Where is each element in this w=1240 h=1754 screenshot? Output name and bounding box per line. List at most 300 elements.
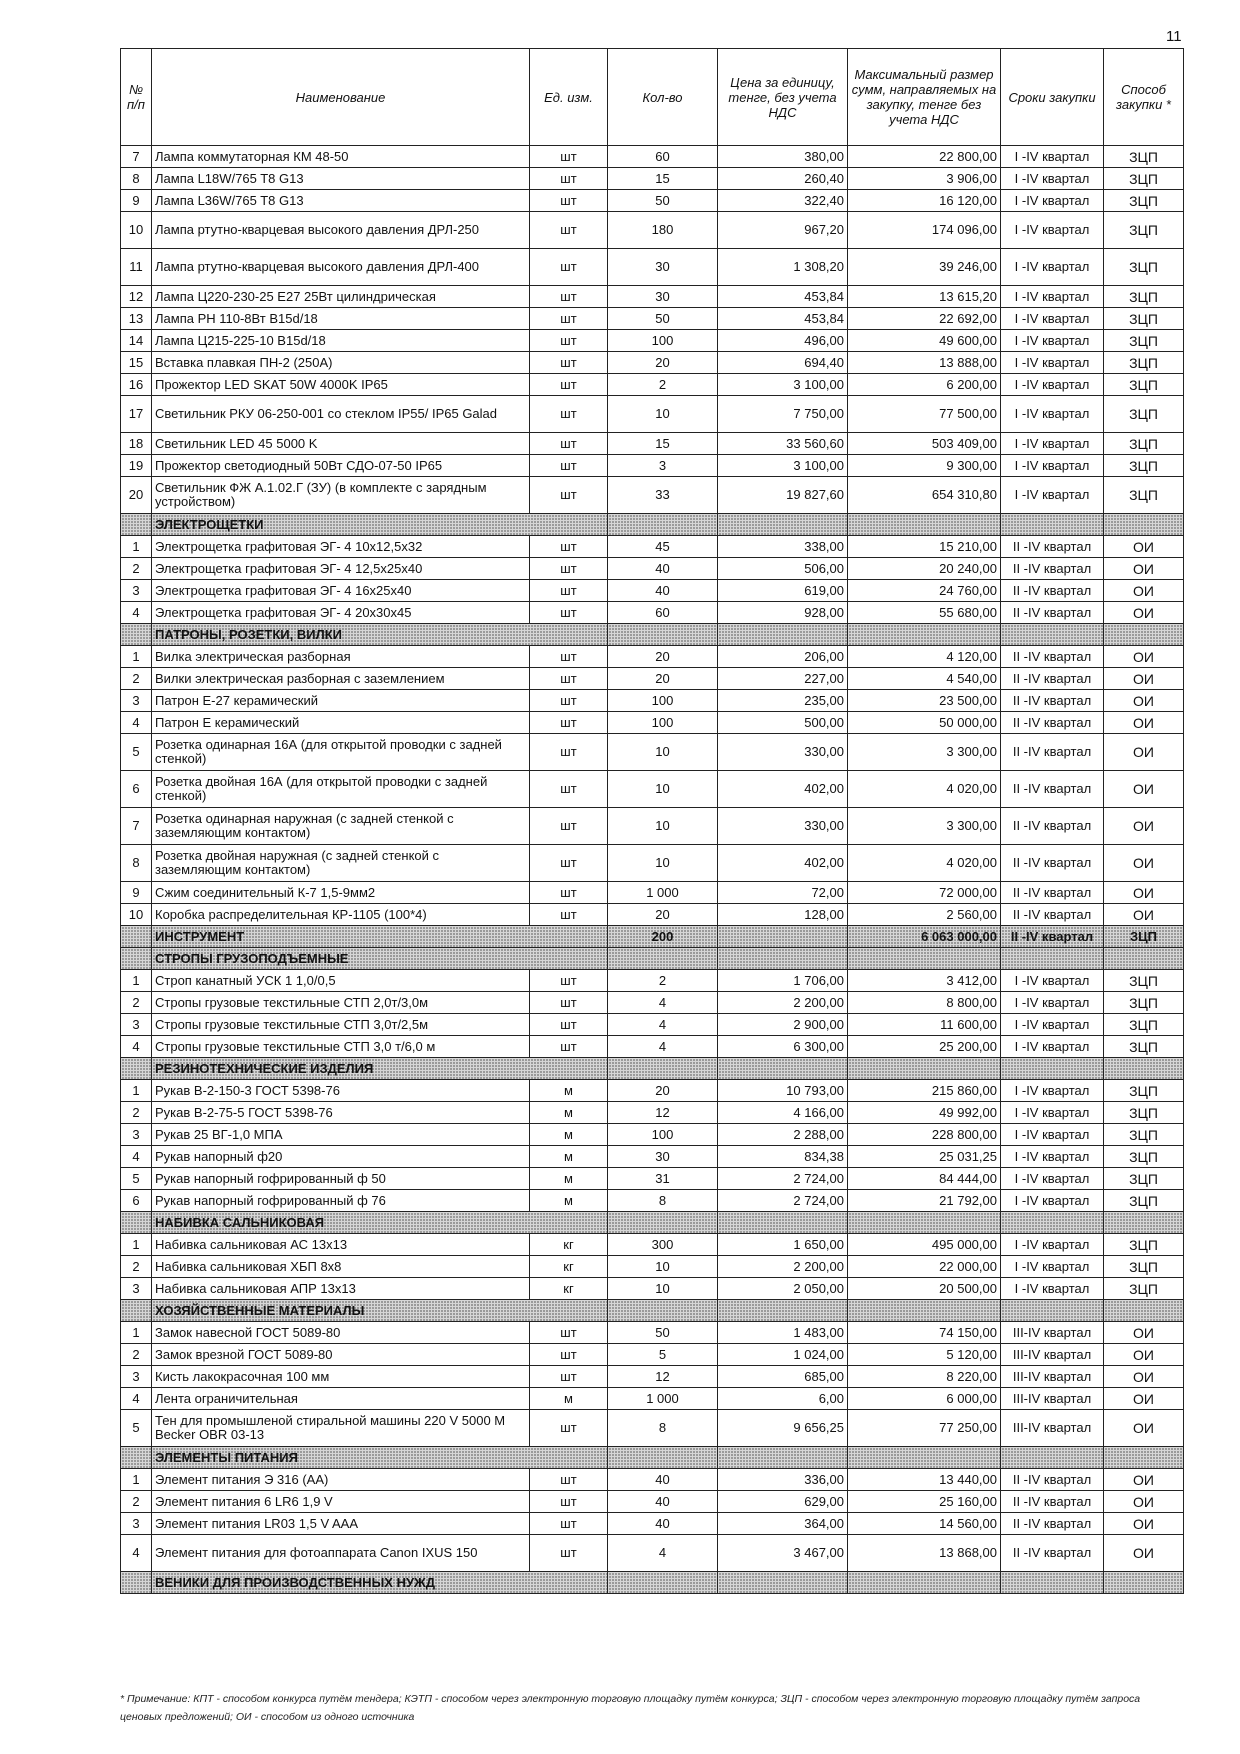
item-unit: шт (530, 396, 608, 433)
item-term: I -IV квартал (1001, 1278, 1104, 1300)
item-method: ОИ (1104, 882, 1184, 904)
item-method: ОИ (1104, 646, 1184, 668)
row-number: 3 (121, 1513, 152, 1535)
section-term (1001, 1058, 1104, 1080)
item-qty: 4 (608, 1535, 718, 1572)
item-max-sum: 8 800,00 (848, 992, 1001, 1014)
item-max-sum: 49 600,00 (848, 330, 1001, 352)
item-name: Лампа ртутно-кварцевая высокого давления ДРЛ-400 (152, 249, 530, 286)
table-row (121, 168, 1184, 190)
page-number: 11 (1166, 28, 1182, 45)
item-unit: шт (530, 646, 608, 668)
table-row (121, 249, 1184, 286)
item-price: 380,00 (718, 146, 848, 168)
item-max-sum: 215 860,00 (848, 1080, 1001, 1102)
item-term: I -IV квартал (1001, 970, 1104, 992)
row-number: 16 (121, 374, 152, 396)
item-qty: 2 (608, 970, 718, 992)
item-method: ОИ (1104, 1513, 1184, 1535)
item-method: ОИ (1104, 771, 1184, 808)
item-term: II -IV квартал (1001, 808, 1104, 845)
item-term: II -IV квартал (1001, 771, 1104, 808)
item-qty: 20 (608, 646, 718, 668)
item-term: I -IV квартал (1001, 146, 1104, 168)
item-term: II -IV квартал (1001, 1535, 1104, 1572)
table-row (121, 374, 1184, 396)
section-header-row (121, 1447, 1184, 1469)
row-number: 11 (121, 249, 152, 286)
item-price: 330,00 (718, 734, 848, 771)
item-unit: м (530, 1388, 608, 1410)
item-unit: м (530, 1080, 608, 1102)
item-term: II -IV квартал (1001, 668, 1104, 690)
item-method: ОИ (1104, 1469, 1184, 1491)
header-qty: Кол-во (608, 49, 718, 146)
row-number: 3 (121, 1366, 152, 1388)
item-unit: шт (530, 374, 608, 396)
item-method: ОИ (1104, 668, 1184, 690)
item-method: ЗЦП (1104, 374, 1184, 396)
item-method: ОИ (1104, 1388, 1184, 1410)
item-price: 33 560,60 (718, 433, 848, 455)
item-term: III-IV квартал (1001, 1388, 1104, 1410)
item-unit: кг (530, 1278, 608, 1300)
item-term: II -IV квартал (1001, 536, 1104, 558)
item-max-sum: 84 444,00 (848, 1168, 1001, 1190)
item-name: Рукав напорный гофрированный ф 76 (152, 1190, 530, 1212)
item-method: ОИ (1104, 536, 1184, 558)
item-name: Электрощетка графитовая ЭГ- 4 12,5х25х40 (152, 558, 530, 580)
item-method: ОИ (1104, 1366, 1184, 1388)
item-name: Лампа РН 110-8Вт В15d/18 (152, 308, 530, 330)
item-name: Розетка двойная наружная (с задней стенкой с заземляющим контактом) (152, 845, 530, 882)
section-label: ЭЛЕМЕНТЫ ПИТАНИЯ (152, 1447, 608, 1469)
item-term: II -IV квартал (1001, 602, 1104, 624)
item-unit: кг (530, 1234, 608, 1256)
row-number: 3 (121, 1014, 152, 1036)
item-method: ОИ (1104, 1344, 1184, 1366)
section-method (1104, 514, 1184, 536)
item-price: 206,00 (718, 646, 848, 668)
item-unit: шт (530, 904, 608, 926)
item-qty: 30 (608, 286, 718, 308)
item-max-sum: 4 020,00 (848, 771, 1001, 808)
item-qty: 12 (608, 1366, 718, 1388)
header-term: Сроки закупки (1001, 49, 1104, 146)
section-term (1001, 1572, 1104, 1594)
row-number: 2 (121, 558, 152, 580)
table-row (121, 1080, 1184, 1102)
item-term: I -IV квартал (1001, 396, 1104, 433)
table-row (121, 690, 1184, 712)
item-unit: шт (530, 808, 608, 845)
item-name: Лампа L36W/765 T8 G13 (152, 190, 530, 212)
item-max-sum: 25 031,25 (848, 1146, 1001, 1168)
item-max-sum: 74 150,00 (848, 1322, 1001, 1344)
item-price: 402,00 (718, 771, 848, 808)
item-term: I -IV квартал (1001, 1234, 1104, 1256)
item-unit: шт (530, 146, 608, 168)
item-qty: 10 (608, 396, 718, 433)
item-unit: шт (530, 845, 608, 882)
item-unit: шт (530, 1469, 608, 1491)
section-no-cell (121, 1447, 152, 1469)
table-row (121, 146, 1184, 168)
item-name: Лампа Ц215-225-10 В15d/18 (152, 330, 530, 352)
section-no-cell (121, 1572, 152, 1594)
item-term: I -IV квартал (1001, 1124, 1104, 1146)
table-row (121, 734, 1184, 771)
item-unit: м (530, 1146, 608, 1168)
section-term (1001, 514, 1104, 536)
item-max-sum: 15 210,00 (848, 536, 1001, 558)
item-method: ЗЦП (1104, 352, 1184, 374)
section-label: СТРОПЫ ГРУЗОПОДЪЕМНЫЕ (152, 948, 608, 970)
item-price: 9 656,25 (718, 1410, 848, 1447)
item-qty: 50 (608, 190, 718, 212)
item-method: ЗЦП (1104, 1080, 1184, 1102)
section-label: ЭЛЕКТРОЩЕТКИ (152, 514, 608, 536)
item-method: ОИ (1104, 1322, 1184, 1344)
item-qty: 300 (608, 1234, 718, 1256)
item-qty: 100 (608, 330, 718, 352)
item-name: Электрощетка графитовая ЭГ- 4 10х12,5х32 (152, 536, 530, 558)
item-name: Набивка сальниковая АПР 13х13 (152, 1278, 530, 1300)
item-max-sum: 20 240,00 (848, 558, 1001, 580)
row-number: 1 (121, 1322, 152, 1344)
item-unit: шт (530, 352, 608, 374)
row-number: 8 (121, 845, 152, 882)
section-term (1001, 1300, 1104, 1322)
table-row (121, 668, 1184, 690)
item-qty: 1 000 (608, 882, 718, 904)
row-number: 19 (121, 455, 152, 477)
item-qty: 4 (608, 1014, 718, 1036)
item-name: Замок врезной ГОСТ 5089-80 (152, 1344, 530, 1366)
item-term: III-IV квартал (1001, 1410, 1104, 1447)
row-number: 2 (121, 1256, 152, 1278)
item-name: Элемент питания Э 316 (АА) (152, 1469, 530, 1491)
item-method: ОИ (1104, 808, 1184, 845)
item-price: 402,00 (718, 845, 848, 882)
item-price: 72,00 (718, 882, 848, 904)
row-number: 3 (121, 690, 152, 712)
item-unit: шт (530, 168, 608, 190)
item-qty: 20 (608, 904, 718, 926)
item-name: Розетка двойная 16А (для открытой проводки с задней стенкой) (152, 771, 530, 808)
table-row (121, 580, 1184, 602)
item-unit: шт (530, 477, 608, 514)
item-name: Лента ограничительная (152, 1388, 530, 1410)
section-max-sum (848, 624, 1001, 646)
section-header-row (121, 1058, 1184, 1080)
item-qty: 10 (608, 1256, 718, 1278)
item-max-sum: 22 000,00 (848, 1256, 1001, 1278)
item-method: ЗЦП (1104, 168, 1184, 190)
table-body (121, 146, 1184, 1594)
row-number: 10 (121, 904, 152, 926)
item-max-sum: 25 160,00 (848, 1491, 1001, 1513)
item-method: ЗЦП (1104, 1234, 1184, 1256)
section-max-sum: 6 063 000,00 (848, 926, 1001, 948)
section-method (1104, 948, 1184, 970)
section-qty (608, 1447, 718, 1469)
item-term: II -IV квартал (1001, 712, 1104, 734)
item-method: ЗЦП (1104, 1256, 1184, 1278)
item-price: 685,00 (718, 1366, 848, 1388)
item-max-sum: 24 760,00 (848, 580, 1001, 602)
section-price-cell (718, 1300, 848, 1322)
item-term: I -IV квартал (1001, 374, 1104, 396)
item-method: ОИ (1104, 1535, 1184, 1572)
row-number: 1 (121, 1234, 152, 1256)
item-price: 2 050,00 (718, 1278, 848, 1300)
item-unit: шт (530, 734, 608, 771)
item-name: Лампа Ц220-230-25 Е27 25Вт цилиндрическая (152, 286, 530, 308)
item-qty: 20 (608, 1080, 718, 1102)
item-max-sum: 495 000,00 (848, 1234, 1001, 1256)
item-price: 10 793,00 (718, 1080, 848, 1102)
item-qty: 20 (608, 352, 718, 374)
item-method: ЗЦП (1104, 1168, 1184, 1190)
item-price: 1 706,00 (718, 970, 848, 992)
item-unit: шт (530, 1491, 608, 1513)
item-method: ЗЦП (1104, 190, 1184, 212)
table-row (121, 1513, 1184, 1535)
item-unit: шт (530, 1036, 608, 1058)
item-price: 967,20 (718, 212, 848, 249)
table-row (121, 845, 1184, 882)
item-unit: шт (530, 882, 608, 904)
row-number: 1 (121, 646, 152, 668)
item-max-sum: 3 906,00 (848, 168, 1001, 190)
item-unit: шт (530, 1014, 608, 1036)
item-qty: 2 (608, 374, 718, 396)
item-term: II -IV квартал (1001, 1491, 1104, 1513)
section-no-cell (121, 514, 152, 536)
section-qty: 200 (608, 926, 718, 948)
item-method: ЗЦП (1104, 477, 1184, 514)
item-term: I -IV квартал (1001, 352, 1104, 374)
section-qty (608, 948, 718, 970)
section-header-row (121, 1212, 1184, 1234)
item-name: Прожектор светодиодный 50Вт СДО-07-50 IP65 (152, 455, 530, 477)
row-number: 4 (121, 1388, 152, 1410)
item-method: ОИ (1104, 1410, 1184, 1447)
item-name: Стропы грузовые текстильные СТП 2,0т/3,0м (152, 992, 530, 1014)
row-number: 4 (121, 1535, 152, 1572)
item-term: III-IV квартал (1001, 1344, 1104, 1366)
item-max-sum: 654 310,80 (848, 477, 1001, 514)
table-row (121, 992, 1184, 1014)
item-name: Кисть лакокрасочная 100 мм (152, 1366, 530, 1388)
item-price: 1 483,00 (718, 1322, 848, 1344)
row-number: 2 (121, 668, 152, 690)
item-name: Элемент питания 6 LR6 1,9 V (152, 1491, 530, 1513)
section-header-row (121, 1572, 1184, 1594)
item-method: ОИ (1104, 602, 1184, 624)
item-unit: шт (530, 455, 608, 477)
item-qty: 45 (608, 536, 718, 558)
row-number: 4 (121, 602, 152, 624)
item-name: Сжим соединительный К-7 1,5-9мм2 (152, 882, 530, 904)
item-term: II -IV квартал (1001, 904, 1104, 926)
row-number: 1 (121, 970, 152, 992)
item-max-sum: 39 246,00 (848, 249, 1001, 286)
item-name: Строп канатный УСК 1 1,0/0,5 (152, 970, 530, 992)
item-max-sum: 13 440,00 (848, 1469, 1001, 1491)
item-method: ЗЦП (1104, 330, 1184, 352)
item-price: 2 200,00 (718, 992, 848, 1014)
section-method (1104, 1058, 1184, 1080)
item-name: Светильник РКУ 06-250-001 со стеклом IP55/ IP65 Galad (152, 396, 530, 433)
section-label: ПАТРОНЫ, РОЗЕТКИ, ВИЛКИ (152, 624, 608, 646)
item-name: Лампа L18W/765 T8 G13 (152, 168, 530, 190)
item-term: III-IV квартал (1001, 1322, 1104, 1344)
item-max-sum: 72 000,00 (848, 882, 1001, 904)
item-unit: шт (530, 330, 608, 352)
item-unit: шт (530, 690, 608, 712)
item-unit: шт (530, 970, 608, 992)
item-term: II -IV квартал (1001, 690, 1104, 712)
item-name: Рукав напорный гофрированный ф 50 (152, 1168, 530, 1190)
table-row (121, 1190, 1184, 1212)
row-number: 5 (121, 1168, 152, 1190)
item-price: 260,40 (718, 168, 848, 190)
table-row (121, 558, 1184, 580)
table-row (121, 1124, 1184, 1146)
item-name: Вилка электрическая разборная (152, 646, 530, 668)
section-no-cell (121, 1212, 152, 1234)
item-unit: м (530, 1124, 608, 1146)
item-method: ЗЦП (1104, 1036, 1184, 1058)
item-max-sum: 55 680,00 (848, 602, 1001, 624)
table-row (121, 477, 1184, 514)
section-max-sum (848, 1212, 1001, 1234)
item-name: Элемент питания LR03 1,5 V AAA (152, 1513, 530, 1535)
section-max-sum (848, 948, 1001, 970)
section-price-cell (718, 948, 848, 970)
item-max-sum: 50 000,00 (848, 712, 1001, 734)
item-unit: шт (530, 712, 608, 734)
item-qty: 180 (608, 212, 718, 249)
item-method: ОИ (1104, 690, 1184, 712)
item-term: I -IV квартал (1001, 1256, 1104, 1278)
section-max-sum (848, 1572, 1001, 1594)
item-price: 3 100,00 (718, 374, 848, 396)
item-price: 227,00 (718, 668, 848, 690)
item-method: ЗЦП (1104, 146, 1184, 168)
row-number: 6 (121, 771, 152, 808)
row-number: 5 (121, 734, 152, 771)
item-qty: 60 (608, 602, 718, 624)
table-row (121, 1256, 1184, 1278)
table-row (121, 1146, 1184, 1168)
row-number: 4 (121, 1036, 152, 1058)
item-qty: 40 (608, 1469, 718, 1491)
item-max-sum: 13 888,00 (848, 352, 1001, 374)
item-max-sum: 6 200,00 (848, 374, 1001, 396)
item-max-sum: 11 600,00 (848, 1014, 1001, 1036)
item-max-sum: 77 500,00 (848, 396, 1001, 433)
item-max-sum: 2 560,00 (848, 904, 1001, 926)
table-row (121, 1388, 1184, 1410)
table-row (121, 1366, 1184, 1388)
item-unit: шт (530, 1344, 608, 1366)
item-method: ЗЦП (1104, 1124, 1184, 1146)
item-max-sum: 4 540,00 (848, 668, 1001, 690)
table-row (121, 1535, 1184, 1572)
row-number: 9 (121, 882, 152, 904)
item-unit: шт (530, 1513, 608, 1535)
table-row (121, 308, 1184, 330)
row-number: 9 (121, 190, 152, 212)
item-max-sum: 9 300,00 (848, 455, 1001, 477)
item-price: 694,40 (718, 352, 848, 374)
item-price: 1 650,00 (718, 1234, 848, 1256)
row-number: 3 (121, 1124, 152, 1146)
section-price-cell (718, 1058, 848, 1080)
item-max-sum: 20 500,00 (848, 1278, 1001, 1300)
row-number: 1 (121, 1080, 152, 1102)
item-qty: 5 (608, 1344, 718, 1366)
item-price: 2 724,00 (718, 1168, 848, 1190)
item-term: I -IV квартал (1001, 212, 1104, 249)
item-unit: шт (530, 1410, 608, 1447)
item-unit: м (530, 1168, 608, 1190)
item-unit: шт (530, 668, 608, 690)
table-row (121, 212, 1184, 249)
row-number: 17 (121, 396, 152, 433)
section-method (1104, 1447, 1184, 1469)
item-name: Стропы грузовые текстильные СТП 3,0т/2,5м (152, 1014, 530, 1036)
section-term (1001, 1447, 1104, 1469)
item-price: 2 900,00 (718, 1014, 848, 1036)
row-number: 4 (121, 712, 152, 734)
item-qty: 30 (608, 249, 718, 286)
item-qty: 40 (608, 1491, 718, 1513)
table-row (121, 808, 1184, 845)
table-row (121, 1234, 1184, 1256)
item-term: II -IV квартал (1001, 646, 1104, 668)
section-price-cell (718, 624, 848, 646)
item-method: ЗЦП (1104, 970, 1184, 992)
item-qty: 30 (608, 1146, 718, 1168)
item-name: Тен для промышленой стиральной машины 220 V 5000 M Becker OBR 03-13 (152, 1410, 530, 1447)
item-qty: 100 (608, 712, 718, 734)
item-max-sum: 14 560,00 (848, 1513, 1001, 1535)
item-qty: 8 (608, 1410, 718, 1447)
item-max-sum: 3 300,00 (848, 734, 1001, 771)
item-max-sum: 23 500,00 (848, 690, 1001, 712)
section-qty (608, 514, 718, 536)
table-row (121, 1344, 1184, 1366)
section-method: ЗЦП (1104, 926, 1184, 948)
item-term: I -IV квартал (1001, 190, 1104, 212)
item-method: ЗЦП (1104, 396, 1184, 433)
section-max-sum (848, 1058, 1001, 1080)
item-name: Розетка одинарная наружная (с задней стенкой с заземляющим контактом) (152, 808, 530, 845)
section-label: РЕЗИНОТЕХНИЧЕСКИЕ ИЗДЕЛИЯ (152, 1058, 608, 1080)
header-name: Наименование (152, 49, 530, 146)
item-name: Элемент питания для фотоаппарата Canon IXUS 150 (152, 1535, 530, 1572)
item-term: I -IV квартал (1001, 992, 1104, 1014)
header-max-sum: Максимальный размер сумм, направляемых на закупку, тенге без учета НДС (848, 49, 1001, 146)
item-unit: шт (530, 308, 608, 330)
item-max-sum: 4 120,00 (848, 646, 1001, 668)
item-term: I -IV квартал (1001, 1168, 1104, 1190)
item-term: II -IV квартал (1001, 1513, 1104, 1535)
